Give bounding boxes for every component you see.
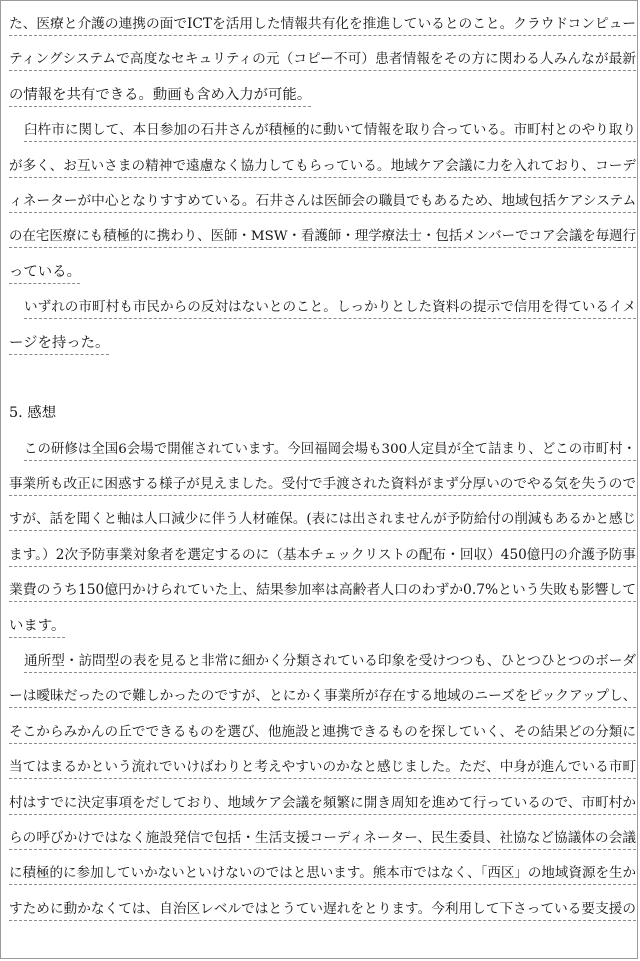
text-line: 当てはまるかという流れでいけばわりと考えやすいのかなと感じました。ただ、中身が進んでいる市町 (9, 759, 636, 776)
text-line: すが、話を聞くと軸は人口減少に伴う人材確保。(表には出されませんが予防給付の削減もあるかと感じ (9, 511, 636, 528)
text-line: っている。 (9, 263, 81, 280)
paragraph-service-types (9, 644, 636, 927)
text-line: 臼杵市に関して、本日参加の石井さんが積極的に動いて情報を取り合っている。市町村とのやり取り (24, 122, 636, 139)
text-line: そこからみかんの丘でできるものを選び、他施設と連携できるものを探していく、その結果どの分類に (9, 723, 636, 740)
text-line: ィネーターが中心となりすすめている。石井さんは医師会の職員でもあるため、地域包括ケアシステム (9, 192, 636, 209)
text-line: ージを持った。 (9, 334, 110, 351)
text-line: 業費のうち150億円かけられていた上、結果参加率は高齢者人口のわずか0.7%という失敗も影響して (9, 582, 636, 599)
text-line: 通所型・訪問型の表を見ると非常に細かく分類されている印象を受けつつも、ひとつひとつのボーダ (24, 653, 636, 670)
paragraph-no-opposition (9, 290, 636, 361)
text-line: 村はすでに決定事項をだしており、地域ケア会議を頻繁に開き周知を進めて行っているので、市町村か (9, 794, 636, 811)
text-line: すために動かなくては、自治区レベルではとうてい遅れをとります。今利用して下さっている要支援の (9, 900, 636, 917)
text-line: この研修は全国6会場で開催されています。今回福岡会場も300人定員が全て詰まり、どこの市町村・ (24, 441, 636, 457)
text-line: ティングシステムで高度なセキュリティの元（コピー不可）患者情報をその方に関わる人みんなが最新 (9, 51, 636, 68)
paragraph-usuki (9, 113, 636, 290)
blank-line (9, 361, 636, 396)
text-line: が多く、お互いさまの精神で遠慮なく協力してもらっている。地域ケア会議に力を入れており、コーデ (9, 157, 636, 174)
document-body (9, 7, 636, 927)
paragraph-ict (9, 7, 636, 113)
text-line: らの呼びかけではなく施設発信で包括・生活支援コーディネーター、民生委員、社協など協議体の会議 (9, 829, 636, 846)
text-line: いずれの市町村も市民からの反対はないとのこと。しっかりとした資料の提示で信用を得ているイメ (24, 299, 636, 316)
text-line: の在宅医療にも積極的に携わり、医師・MSW・看護師・理学療法士・包括メンバーでコア会議を毎週行 (9, 229, 636, 245)
text-line: に積極的に参加していかないといけないのではと思います。熊本市ではなく、「西区」の地域資源を生か (9, 865, 636, 882)
paragraph-training (9, 432, 636, 644)
text-line: た、医療と介護の連携の面でICTを活用した情報共有化を推進しているとのこと。クラウドコンピュー (9, 16, 636, 32)
text-line: 事業所も改正に困惑する様子が見えました。受付で手渡された資料がまず分厚いのでやる気を失うので (9, 476, 636, 493)
text-line: います。 (9, 617, 66, 634)
text-line: の情報を共有できる。動画も含め入力が可能。 (9, 86, 312, 103)
text-line: ます。）2次予防事業対象者を選定するのに（基本チェックリストの配布・回収）450億円の介護予防事 (9, 546, 636, 563)
section-heading: 5. 感想 (9, 405, 57, 422)
text-line: ーは曖昧だったので難しかったのですが、とにかく事業所が存在する地域のニーズをピックアップし、 (9, 688, 636, 705)
